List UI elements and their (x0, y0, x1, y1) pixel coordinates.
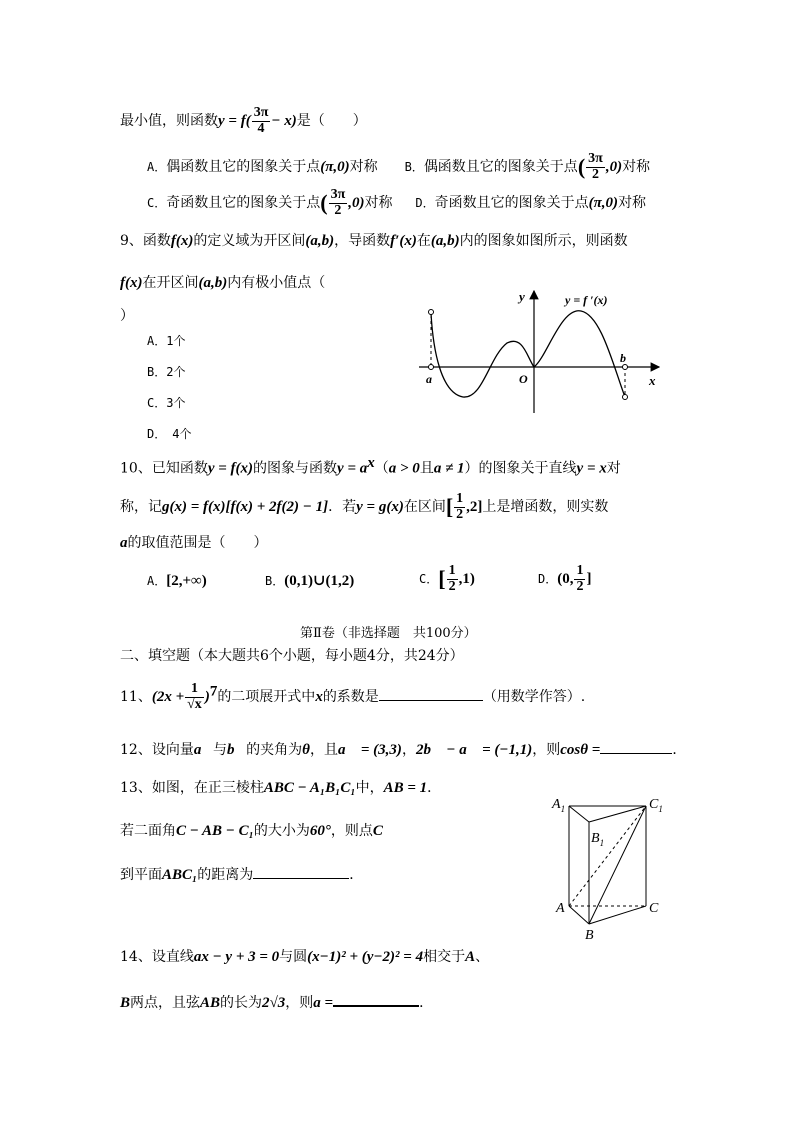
q10-stem-line2: 称，记g(x) = f(x)[f(x) + 2f(2) − 1]．若y = g(x)在区间[ $\frac{1}{2}$ ,2]上是增函数，则实数 (120, 491, 609, 522)
q13-answer-blank[interactable] (253, 866, 349, 879)
section2-heading: 二、填空题（本大题共6个小题，每小题4分，共24分） (120, 648, 464, 664)
svg-text:A: A (556, 901, 565, 916)
svg-text:C: C (649, 901, 659, 916)
section2-title: 第Ⅱ卷（非选择题 共100分） (300, 626, 477, 641)
q9-option-c: C．3个 (147, 396, 186, 410)
x-axis-label: x (649, 373, 656, 388)
q14-stem-line2: B两点，且弦AB的长为2√3，则a = ． (120, 995, 434, 1011)
q9-stem-line2: f(x)在开区间(a,b)内有极小值点（ (120, 275, 326, 291)
q9-stem-line3: ） (120, 308, 134, 324)
y-axis-label: y (519, 289, 525, 304)
svg-text:C1: $C_1$ (649, 797, 663, 814)
b-open-point (623, 395, 628, 400)
q13-stem-line1: 13、如图，在正三棱柱ABC − A₁B₁C₁中，AB = 1． (120, 780, 442, 796)
q13-prism-figure (548, 792, 672, 942)
q10-option-b: B．(0,1)∪(1,2) (265, 573, 355, 589)
svg-text:B1: $B_1$ (591, 831, 605, 848)
function-label: y = f ′(x) (565, 293, 608, 307)
q13-stem-line2: 若二面角C − AB − C₁的大小为60°，则点C (120, 823, 383, 839)
q13-stem-line3: 到平面ABC₁的距离为 ． (120, 867, 364, 883)
q8-options-row2: C．奇函数且它的图象关于点( $\frac{3\pi}{2}$ ,0)对称 D．奇函数且它的图象关于点(π,0)对称 (147, 187, 647, 218)
q8-stem: 最小值，则函数y = f( $\frac{3\pi}{4}$ − x)是（ ） (120, 105, 367, 136)
q10-option-a: A．[2,+∞) (147, 573, 207, 589)
q12-answer-blank[interactable] (600, 741, 672, 754)
q9-derivative-graph (415, 285, 665, 417)
a-label: a (426, 372, 432, 386)
b-axis-point (623, 365, 628, 370)
svg-text:B: B (585, 928, 594, 942)
q9-stem-line1: 9、函数f(x)的定义域为开区间(a,b)，导函数f′(x)在(a,b)内的图象如图所示，则函数 (120, 233, 628, 249)
b-label: b (620, 351, 626, 365)
q8-fraction: $\frac{3\pi}{4}$ (253, 105, 269, 136)
q10-stem-line3: a的取值范围是（ ） (120, 535, 268, 551)
a-axis-point (429, 365, 434, 370)
origin-label: O (519, 372, 528, 386)
q8-options-row1: A．偶函数且它的图象关于点(π,0)对称 B．偶函数且它的图象关于点( $\frac{3\pi}{2}$ ,0)对称 (147, 151, 651, 182)
q10-option-c: C．[ $\frac{1}{2}$ ,1) (419, 563, 475, 594)
q11-answer-blank[interactable] (379, 688, 483, 701)
q14-stem-line1: 14、设直线ax − y + 3 = 0与圆(x−1)² + (y−2)² = 4相交于A、 (120, 949, 490, 965)
a-open-point (429, 310, 434, 315)
q9-option-d: D． 4个 (147, 427, 192, 441)
q10-stem-line1: 10、已知函数y = f(x)的图象与函数$y = a^x(a > 0$且a ≠ 1）的图象关于直线y = x对 (120, 455, 621, 477)
svg-text:A1: $A_1$ (552, 797, 566, 814)
q9-option-a: A．1个 (147, 334, 186, 348)
q10-option-d: D．(0, $\frac{1}{2}$ ] (538, 563, 592, 594)
q12-stem: 12、设向量a⃗与b⃗的夹角为θ，且a⃗ = (3,3)，2b⃗ − a⃗ = (−1,1)，则cosθ = ． (120, 742, 687, 758)
q9-option-b: B．2个 (147, 365, 186, 379)
derivative-curve (431, 311, 625, 397)
q14-answer-blank[interactable] (333, 993, 419, 1007)
q11-stem: 11、(2x + $\frac{1}{√x}$ )$^7$的二项展开式中x的系数是 （用数学作答）. (120, 681, 586, 712)
